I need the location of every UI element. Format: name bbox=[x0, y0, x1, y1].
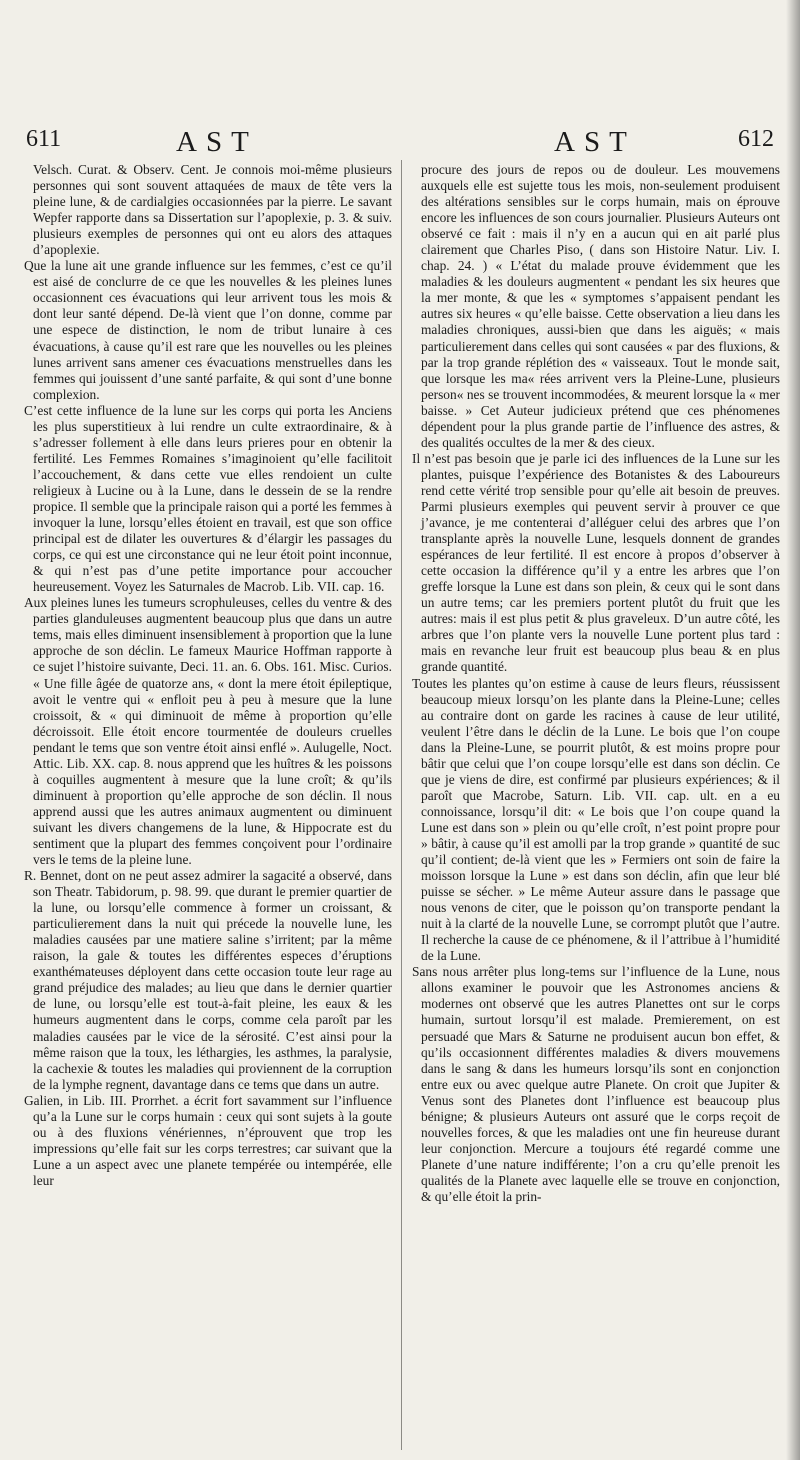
running-header bbox=[26, 126, 776, 160]
paragraph-pleines-lunes-tumeurs: Aux pleines lunes les tumeurs scrophuleuses, celles du ventre & des parties glanduleuses augmentent beaucoup plus que dans un autre tems, mais elles diminuent insensiblement à proportion que la lune approche de son déclin. Le fameux Maurice Hoffman rapporte à ce sujet l’histoire suivante, Deci. 11. an. 6. Obs. 161. Misc. Curios. « Une fille âgée de quatorze ans, « dont la mere étoit épileptique, avoit le ventre qui « enfloit peu à peu à mesure que la lune croissoit, & « qui diminuoit de même à proportion qu’elle décroissoit. Elle étoit encore tourmentée de douleurs cruelles pendant le tems que son ventre étoit ainsi enflé ». Aulugelle, Noct. Attic. Lib. XX. cap. 8. nous apprend que les huîtres & les poissons à coquilles augmentent à mesure que la lune croît; & qu’ils diminuent à proportion qu’elle approche de son déclin. Il nous apprend aussi que les autres animaux augmentent ou diminuent suivant les divers changemens de la lune, & Hippocrate est du sentiment que la plupart des femmes conçoivent pour l’ordinaire vers le tems de la pleine lune. bbox=[24, 595, 392, 868]
paragraph-plantes: Il n’est pas besoin que je parle ici des influences de la Lune sur les plantes, puisque l’expérience des Botanistes & des Laboureurs rend cette vérité trop sensible pour qu’elle ait besoin de preuves. Parmi plusieurs exemples qui peuvent servir à prouver ce que j’avance, je me contenterai d’alléguer celui des arbres que l’on transplante après la nouvelle Lune, lesquels donnent de grandes espérances de leur fertilité. Il est encore à propos d’observer à cette occasion la différence qu’il y a entre les arbres que l’on greffe lorsque la Lune est dans son plein, & ceux qui le sont dans un autre tems; car les premiers portent plutôt du fruit que les autres: mais il est plus petit & plus graveleux. D’un autre côté, les arbres que l’on plante vers la nouvelle Lune portent plus tard : mais en revanche leur fruit est beaucoup plus beau & en plus grande quantité. bbox=[412, 450, 780, 675]
paragraph-bennet: R. Bennet, dont on ne peut assez admirer la sagacité a observé, dans son Theatr. Tabidorum, p. 98. 99. que durant le premier quartier de la lune, ou lorsqu’elle commence à former un croissant, & particulierement dans la nuit qui précede la nouvelle lune, les maladies causées par une matiere saline s’irritent; par la même raison, la gale & toutes les différentes especes d’éruptions exanthémateuses déployent dans cette occasion toute leur rage au grand préjudice des malades; au lieu que dans le dernier quartier de lune, ou lorsqu’elle est tout-à-fait pleine, les eaux & les humeurs augmentent dans le corps, comme cela paroît par les maladies causées par le vice de la sérosité. C’est ainsi pour la même raison que la toux, les léthargies, les asthmes, la paralysie, la cachexie & toutes les maladies qui proviennent de la corruption de la lymphe regnent, davantage dans ce tems que dans un autre. bbox=[24, 868, 392, 1092]
column-divider bbox=[401, 160, 402, 1450]
page-number-right: 612 bbox=[738, 126, 774, 152]
paragraph-continuation: procure des jours de repos ou de douleur. Les mouvemens auxquels elle est sujette tous les mois, non-seulement produisent des altérations sensibles sur le corps humain, mais on éprouve encore les influences de son cours journalier. Plusieurs Auteurs ont observé ce fait : mais il n’y en a aucun qui en ait parlé plus clairement que Charles Piso, ( dans son Histoire Natur. Liv. I. chap. 24. ) « L’état du malade prouve évidemment que les maladies & les douleurs augmentent « pendant les six heures que la mer monte, & que les « symptomes s’appaisent pendant les autres six heures « qu’elle baisse. Cette observation a lieu dans les maladies chroniques, aussi-bien que dans les aiguës; « mais particulierement dans celles qui sont causées « par des fluxions, & par la trop grande réplétion des « vaisseaux. Tout le monde sait, que lorsque les ma« rées arrivent vers la Pleine-Lune, plusieurs person« nes se trouvent incommodées, & meurent lorsque la « mer baisse. » Cet Auteur judicieux prétend que ces phénomenes dépendent pour la plus grande partie de l’influence des astres, & des qualités occultes de la mer & des cieux. bbox=[421, 162, 780, 450]
paragraph-continuation: Velsch. Curat. & Observ. Cent. Je connois moi-même plusieurs personnes qui sont souvent attaquées de maux de tête vers la pleine lune, & de cardialgies occasionnées par la pierre. Le savant Wepfer rapporte dans sa Dissertation sur l’apoplexie, p. 3. & suiv. plusieurs exemples de personnes qui ont eu alors des attaques d’apoplexie. bbox=[33, 162, 392, 258]
scan-edge-shadow bbox=[786, 0, 800, 1460]
page-number-left: 611 bbox=[26, 126, 62, 152]
running-title-left: AST bbox=[176, 126, 258, 158]
right-column bbox=[412, 162, 780, 1452]
paragraph-anciens-culte: C’est cette influence de la lune sur les corps qui porta les Anciens les plus superstitieux à lui rendre un culte extraordinaire, & à s’adresser follement à elle dans leurs prieres pour en obtenir la fertilité. Les Femmes Romaines s’imaginoient qu’elle facilitoit l’accouchement, & dans cette vue elles rendoient un culte religieux à Lucine ou à la Lune, dans le dessein de se la rendre propice. Il semble que la principale raison qui a porté les femmes à invoquer la lune, lorsqu’elles étoient en travail, est que son office principal est de dilater les ouvertures & d’élargir les passages du corps, ce qui est une circonstance qui ne leur étoit point inconnue, & qui n’est pas d’une petite importance pour accoucher heureusement. Voyez les Saturnales de Macrob. Lib. VII. cap. 16. bbox=[24, 402, 392, 595]
paragraph-planettes: Sans nous arrêter plus long-tems sur l’influence de la Lune, nous allons examiner le pouvoir que les Astronomes anciens & modernes ont observé que les autres Planettes ont sur le corps humain, surtout lorsqu’il est malade. Premierement, on est persuadé que Mars & Saturne ne produisent aucun bon effet, & qu’ils occasionnent différentes maladies & divers mouvemens dans le sang & dans les humeurs lorsqu’ils sont en conjonction entre eux ou avec quelque autre Planete. On croit que Jupiter & Venus sont des Planetes dont l’influence est beaucoup plus bénigne; & plusieurs Auteurs ont assuré que le corps reçoit de nouvelles forces, & que les maladies ont une fin heureuse durant leur conjonction. Mercure a toujours été regardé comme une Planete d’une nature indifférente; l’on a cru qu’elle prenoit les qualités de la Planete avec laquelle elle se trouve en conjonction, & qu’elle étoit la prin- bbox=[412, 964, 780, 1204]
left-column bbox=[24, 162, 392, 1452]
paragraph-galien: Galien, in Lib. III. Prorrhet. a écrit fort savamment sur l’influence qu’a la Lune sur le corps humain : ceux qui sont sujets à la goute ou à des fluxions vénériennes, n’éprouvent que trop les impressions qu’elle fait sur les corps terrestres; car suivant que la Lune a un aspect avec une planete tempérée ou intempérée, elle leur bbox=[24, 1092, 392, 1188]
paragraph-lune-femmes: Que la lune ait une grande influence sur les femmes, c’est ce qu’il est aisé de conclurre de ce que les nouvelles & les pleines lunes occasionnent ces évacuations qui leur arrivent tous les mois & dont leur santé dépend. De-là vient que l’on donne, comme par une espece de distinction, le nom de tribut lunaire à ces évacuations, à cause qu’il est rare que les nouvelles ou les pleines lunes arrivent sans amener ces évacuations menstruelles dans les femmes qui jouissent d’une santé parfaite, & qui sont d’une bonne complexion. bbox=[24, 258, 392, 402]
running-title-right: AST bbox=[554, 126, 636, 158]
paragraph-fleurs-bois: Toutes les plantes qu’on estime à cause de leurs fleurs, réussissent beaucoup mieux lorsqu’on les plante dans la Pleine-Lune; celles au contraire dont on garde les racines à cause de leur utilité, veulent l’être dans le déclin de la Lune. Le bois que l’on coupe dans la Pleine-Lune, se pourrit plutôt, & est moins propre pour bâtir que celui que l’on coupe lorsqu’elle est dans son déclin. Ce que je viens de dire, est confirmé par plusieurs expériences; & il paroît que Macrobe, Saturn. Lib. VII. cap. ult. en a eu connoissance, lorsqu’il dit: « Le bois que l’on coupe quand la Lune est dans son » plein ou qu’elle croît, n’est point propre pour » bâtir, à cause qu’il est amolli par la trop grande » quantité de suc qu’il contient; de-là vient que les » Fermiers ont soin de faire la moisson lorsque la Lune » est dans son déclin, afin que leur blé puisse se sécher. » Le même Auteur assure dans le passage que nous venons de citer, que le poisson qu’on transporte pendant la nuit à la clarté de la nouvelle Lune, se corrompt plutôt que l’autre. Il recherche la cause de ce phénomene, & il l’attribue à l’humidité de la Lune. bbox=[412, 675, 780, 964]
